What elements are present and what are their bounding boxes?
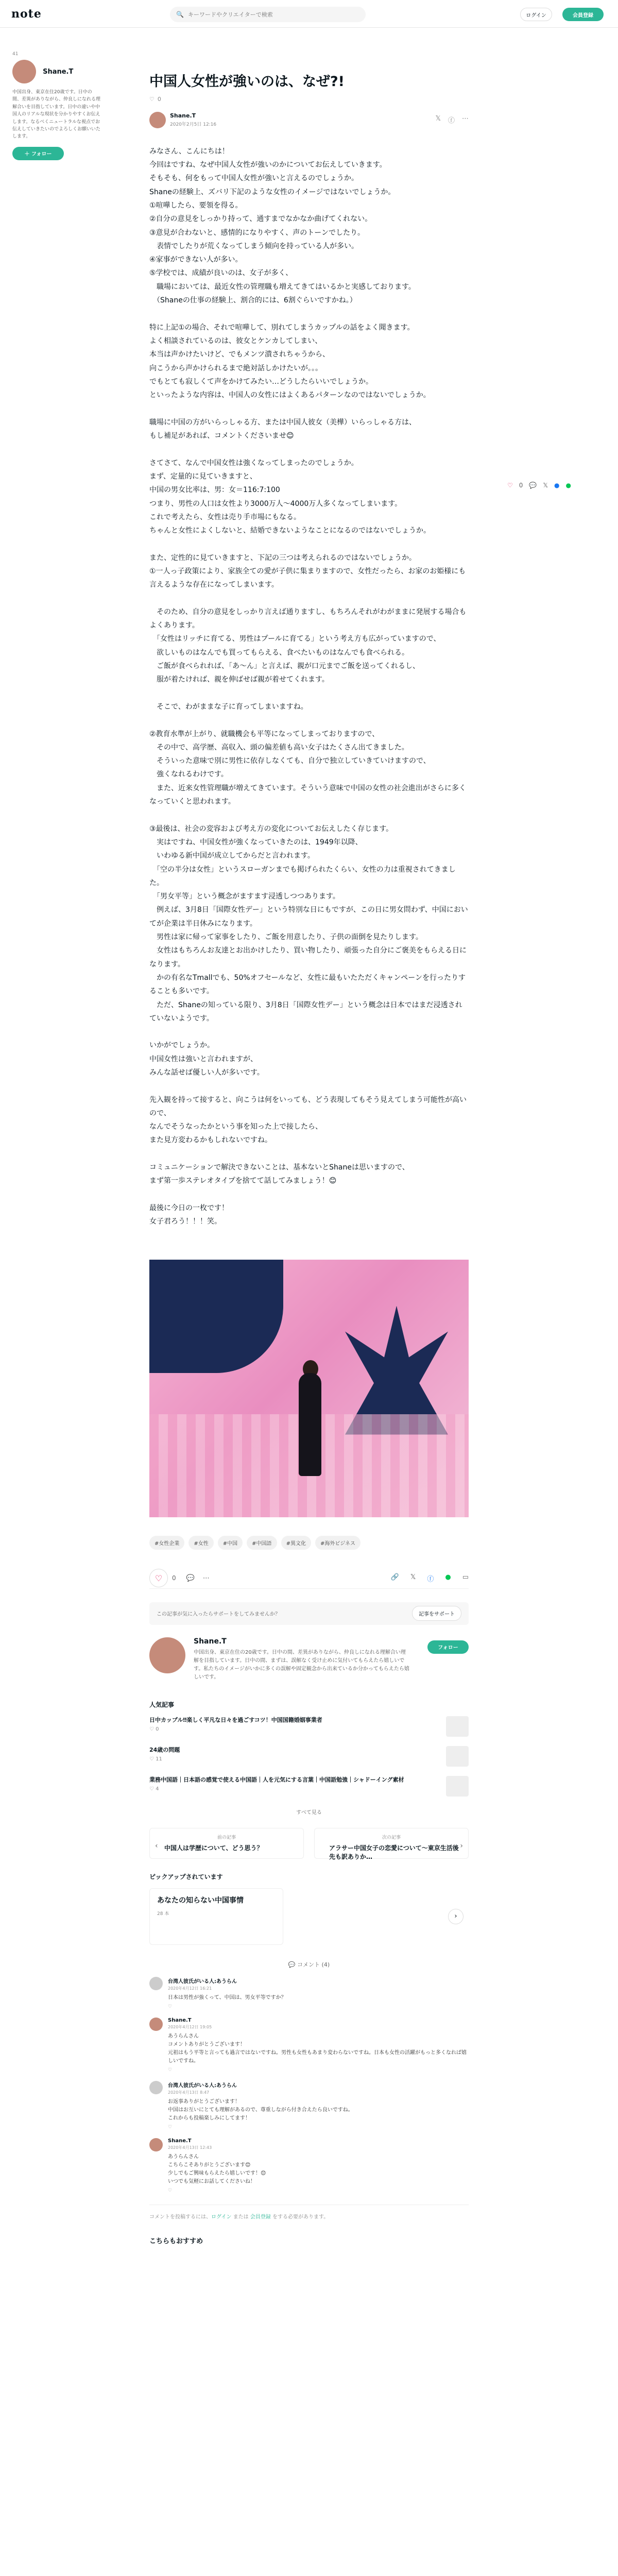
popular-item-likes xyxy=(149,1756,469,1762)
popular-item[interactable] xyxy=(149,1746,469,1769)
support-text: この記事が気に入ったらサポートをしてみませんか？ xyxy=(157,1612,280,1618)
sidebar-creator-name[interactable]: Shane.T xyxy=(43,67,74,76)
article-paragraph: でもとても寂しくて声をかけてみたい…どうしたらいいでしょうか。 xyxy=(149,377,373,386)
popular-item-thumbnail xyxy=(446,1716,469,1737)
note-logo[interactable]: note xyxy=(11,7,42,21)
article-paragraph: 「女性はリッチに育てる、男性はプールに育てる」という考え方も広がっていますので、 xyxy=(149,635,441,643)
article-paragraph: なんでそうなったかという事を知った上で接したら、 xyxy=(149,1123,322,1131)
heart-icon: ♡ xyxy=(168,2067,173,2073)
avatar[interactable] xyxy=(149,2081,163,2094)
article-paragraph xyxy=(149,592,469,605)
article-paragraph: 女子君ろう！！！笑。 xyxy=(149,1217,221,1226)
plus-icon: ＋ xyxy=(24,151,30,158)
article-paragraph: もし補足があれば、コメントくださいませ😊 xyxy=(149,432,294,440)
comment-body xyxy=(168,2138,266,2193)
article-paragraph: ③最後は、社会の変容および考え方の変化についてお伝えしたく存じます。 xyxy=(149,824,393,833)
chevron-right-icon: › xyxy=(454,1912,457,1921)
article-paragraph xyxy=(149,307,469,320)
sidebar-count: 41 xyxy=(12,52,19,57)
hashtag[interactable]: #中国 xyxy=(218,1536,243,1550)
article-paragraph: 職場に中国の方がいらっしゃる方、または中国人彼女（美樺）いらっしゃる方は、 xyxy=(149,418,416,427)
avatar[interactable] xyxy=(149,2018,163,2031)
x-share-icon[interactable]: 𝕏 xyxy=(543,482,548,489)
support-box xyxy=(149,1602,469,1625)
comment-icon: 💬 xyxy=(288,1961,296,1968)
author-name[interactable]: Shane.T xyxy=(170,112,196,120)
share-icons xyxy=(436,115,469,125)
article-paragraph: また、定性的に見ていきますと、下記の三つは考えられるのではないでしょうか。 xyxy=(149,553,416,562)
like-button[interactable] xyxy=(149,1569,168,1587)
article-paragraph: 「空の半分は女性」というスローガンまでも掲げられたくらい、女性の力は重視されてきました。 xyxy=(149,865,456,887)
article-paragraph: まず、定量的に見ていきますと、 xyxy=(149,472,257,481)
prev-article-link[interactable] xyxy=(149,1828,304,1859)
prev-label: 前の記事 xyxy=(217,1835,236,1840)
popular-item-likes xyxy=(149,1786,469,1792)
article-paragraph xyxy=(149,1025,469,1039)
more-icon[interactable]: ⋯ xyxy=(202,1574,210,1582)
article-paragraph: コミュニケーションで解決できないことは、基本ないとShaneは思いますので、 xyxy=(149,1163,409,1172)
comment-text: あうらんさん コメントありがとうございます！ 元祖はもう平等と言っても過言ではないですね。男性も女性もあまり変わらないですね。日本も女性の活躍がもっと多くなれば嬉しいですね。 xyxy=(168,2033,467,2064)
pickup-title: あなたの知らない中国事情 xyxy=(157,1896,244,1905)
article-paragraph: 実はですね、中国女性が強くなっていきたのは、1949年以降、 xyxy=(149,838,363,846)
comment-author[interactable]: Shane.T xyxy=(168,2017,192,2023)
comment-like[interactable] xyxy=(168,2125,353,2130)
article-paragraph: そもそも、何をもって中国人女性が強いと言えるのでしょうか。 xyxy=(149,174,358,183)
article-paragraph: 最後に今日の一枚です！ xyxy=(149,1204,229,1212)
next-article-link[interactable] xyxy=(314,1828,469,1859)
article-paragraph: いかがでしょうか。 xyxy=(149,1041,214,1050)
article-paragraph: 服が着たければ、親を伸ばせば親が着せてくれます。 xyxy=(149,675,329,684)
article-paragraph: また見方変わるかもしれないですね。 xyxy=(149,1136,272,1145)
article-paragraph xyxy=(149,1079,469,1093)
heart-icon: ♡ xyxy=(168,2004,173,2009)
heart-icon: ♡ xyxy=(168,2124,173,2130)
search-bar[interactable] xyxy=(170,7,366,22)
article-paragraph: そのため、自分の意見をしっかり言えば通りますし、もちろんそれがわがままに発展する場合もよくあります。 xyxy=(149,607,467,630)
login-link[interactable]: ログイン xyxy=(211,2214,232,2220)
article-paragraph: 今回はですね、なぜ中国人女性が強いのかについてお伝えしていきます。 xyxy=(149,161,387,170)
article-paragraph: 特に上記①の場合、それで喧嘩して、別れてしまうカップルの話をよく聞きます。 xyxy=(149,323,415,332)
comment-like[interactable] xyxy=(168,2067,469,2073)
article-paragraph: ⑤学校では、成績が良いのは、女子が多く、 xyxy=(149,269,293,278)
article-paragraph: 職場においては、最近女性の管理職も増えてきてはいるかと実感しております。 xyxy=(149,282,416,291)
article-paragraph: ②自分の意見をしっかり持って、通すまでなかなか曲げてくれない。 xyxy=(149,215,372,224)
bottom-like-count: 0 xyxy=(172,1574,176,1582)
article-paragraph: ①喧嘩したら、要領を得る。 xyxy=(149,201,243,210)
article-paragraph: 向こうから声かけられるまで絶対話しかけたいが。。。 xyxy=(149,364,322,372)
x-share-icon[interactable]: 𝕏 xyxy=(435,114,441,123)
popular-item-title: 日中カップル‼︎楽しく平凡な日々を過ごすコツ！中国国籍婚姻事業者 xyxy=(149,1716,322,1723)
comment-like[interactable] xyxy=(168,2188,266,2193)
article-paragraph xyxy=(149,1188,469,1201)
article-paragraph: かの有名なTmallでも、50%オフセールなど、女性に最もいたただくキャンペーンを行ったりすることも多いです。 xyxy=(149,973,466,996)
comment-body xyxy=(168,2018,469,2073)
pickup-heading: ピックアップされています xyxy=(149,1873,223,1880)
chevron-left-icon: ‹ xyxy=(155,1841,158,1850)
article-paragraph: ②教育水準が上がり、就職機会も平等になってしまっておりますので、 xyxy=(149,730,380,738)
avatar[interactable] xyxy=(12,60,36,83)
next-label: 次の記事 xyxy=(382,1835,401,1840)
article-main xyxy=(149,72,469,2245)
article-paragraph: みなさん、こんにちは！ xyxy=(149,147,229,156)
comment-author[interactable]: 台湾人彼氏がいる人:あうらん xyxy=(168,1978,237,1985)
facebook-icon[interactable]: ⓕ xyxy=(427,1575,434,1583)
article-paragraph xyxy=(149,1147,469,1161)
login-note-mid: または xyxy=(231,2214,250,2220)
avatar[interactable] xyxy=(149,1977,163,1990)
facebook-icon[interactable]: ⓕ xyxy=(448,116,455,125)
facebook-icon[interactable]: ● xyxy=(554,482,560,489)
article-paragraph: 中国女性は強いと言われますが、 xyxy=(149,1055,258,1063)
popular-like-count: 0 xyxy=(156,1726,159,1733)
hashtag[interactable]: #異文化 xyxy=(281,1536,311,1550)
link-icon[interactable]: 🔗 xyxy=(390,1573,399,1581)
comment-item xyxy=(149,2081,469,2130)
comment-item xyxy=(149,1977,469,2009)
publish-date: 2020年2月5日 12:16 xyxy=(170,122,217,128)
comment-author[interactable]: Shane.T xyxy=(168,2138,192,2144)
comment-body xyxy=(168,2081,353,2130)
comment-list xyxy=(149,1977,469,2193)
popular-like-count: 11 xyxy=(156,1756,162,1762)
sidebar-bio: 中国出身、東京在住20歳です。日中の間、差異がありながら、仲良しになれる理解合いを目指しています。日中の違いや中国人のリアルな現状を分かりやすくお伝えします。なるべくニュートラルな視点でお伝えしていきたいのでよろしくお願いいたします。 xyxy=(12,90,101,140)
article-paragraph: 中国の男女比率は、男：女＝116:7:100 xyxy=(149,486,280,495)
article-paragraph: 例えば、3月8日「国際女性デー」という特別な日にもですが、この日に男女問わず、中国においてが企業は半日休みになります。 xyxy=(149,906,468,928)
article-paragraph: 「男女平等」という概念がますます浸透しつつあります。 xyxy=(149,892,340,901)
article-actions xyxy=(149,1568,469,1589)
pickup-magazine-card[interactable] xyxy=(149,1888,283,1945)
bookmark-icon[interactable]: ▭ xyxy=(462,1573,469,1581)
article-paragraph: 女性はもちろんお友達とお出かけしたり、買い物したり、頑張った自分にご褒美をもらえる日になります。 xyxy=(149,946,467,969)
search-input[interactable] xyxy=(188,11,353,18)
article-paragraph: 強くなれるわけです。 xyxy=(149,770,228,779)
login-note-post: をする必要があります。 xyxy=(270,2214,329,2220)
login-note-text: コメントを投稿するには、 xyxy=(149,2214,211,2220)
article-paragraph: ちゃんと女性によくしないと、結婚できないようなことになるのではないでしょうか。 xyxy=(149,527,431,535)
popular-list xyxy=(149,1716,469,1799)
popular-item-likes xyxy=(149,1726,469,1732)
prev-next-nav xyxy=(149,1828,469,1859)
x-share-icon[interactable]: 𝕏 xyxy=(410,1573,416,1581)
floating-like-count: 0 xyxy=(519,482,523,489)
comment-date: 2020年4月13日 12:43 xyxy=(168,2145,212,2150)
recommend-heading: こちらもおすすめ xyxy=(149,2237,203,2245)
article-paragraph: ご飯が食べられれば、「あ〜ん」と言えば、親が口元までご飯を送ってくれるし、 xyxy=(149,662,420,671)
support-button[interactable]: 記事をサポート xyxy=(412,1606,461,1621)
article-paragraph: ④家事ができない人が多い。 xyxy=(149,256,243,264)
article-paragraph: 表情でしたりが荒くなってしまう傾向を持っている人が多い。 xyxy=(149,242,358,250)
heart-icon: ♡ xyxy=(149,1726,156,1733)
avatar[interactable] xyxy=(149,1637,185,1673)
popular-item-title: 24歳の問題 xyxy=(149,1746,180,1753)
photo-mural-shape xyxy=(149,1260,283,1373)
comment-like[interactable] xyxy=(168,2004,286,2009)
see-all-link[interactable]: すべて見る xyxy=(296,1809,322,1816)
comment-icon[interactable]: 💬 xyxy=(529,482,537,489)
comment-text: あうらんさん こちらこそありがとうございます😊 少しでもご興味もらえたら嬉しいです！😊 いつでも気軽にお話してくださいね！ xyxy=(168,2154,266,2184)
article-paragraph xyxy=(149,402,469,415)
heart-icon[interactable]: ♡ xyxy=(507,482,513,489)
popular-item-thumbnail xyxy=(446,1776,469,1797)
heart-icon[interactable]: ♡ xyxy=(149,95,154,103)
article-paragraph xyxy=(149,714,469,727)
profile-follow-button[interactable]: フォロー xyxy=(427,1640,469,1654)
article-paragraph xyxy=(149,808,469,822)
photo-person xyxy=(299,1373,321,1476)
comment-date: 2020年4月12日 16:21 xyxy=(168,1986,212,1991)
profile-info xyxy=(194,1637,410,1682)
article-paragraph: Shaneの経験上、ズバリ下記のような女性のイメージではないでしょうか。 xyxy=(149,188,396,196)
signup-link[interactable]: 会員登録 xyxy=(250,2214,271,2220)
article-paragraph xyxy=(149,537,469,551)
comment-text: お返事ありがとうございます！ 中国はお互いにとても理解があるので、尊重しながら付き合えたら良いですね。 これからも投稿楽しみにしてます！ xyxy=(168,2098,353,2121)
popular-heading: 人気記事 xyxy=(149,1701,175,1708)
pickup-meta: 28 本 xyxy=(157,1911,169,1917)
article-paragraph: そこで、わがままな子に育ってしまいますね。 xyxy=(149,702,308,711)
comment-date: 2020年4月12日 19:05 xyxy=(168,2024,212,2029)
article-paragraph: その中で、高学歴、高収入、頭の偏差値も高い女子はたくさん出てきました。 xyxy=(149,743,409,752)
prev-title: 中国人は学歴について、どう思う？ xyxy=(164,1844,263,1852)
popular-item[interactable] xyxy=(149,1776,469,1799)
avatar[interactable] xyxy=(149,112,166,128)
avatar[interactable] xyxy=(149,2138,163,2151)
comments-heading-label: コメント (4) xyxy=(297,1961,330,1968)
more-icon[interactable]: ⋯ xyxy=(462,114,469,123)
login-button[interactable]: ログイン xyxy=(520,8,552,21)
article-paragraph: そういった意味で別に男性に依存しなくても、自分で独立していきていけますので、 xyxy=(149,757,431,766)
article-body xyxy=(149,145,469,1229)
chevron-right-icon: › xyxy=(460,1841,463,1850)
sidebar-follow-button[interactable] xyxy=(12,147,64,160)
popular-like-count: 4 xyxy=(156,1786,159,1792)
heart-icon: ♡ xyxy=(154,1573,163,1583)
heart-icon: ♡ xyxy=(149,1756,156,1762)
hashtag-list xyxy=(149,1536,469,1550)
article-photo xyxy=(149,1260,469,1517)
article-paragraph: といったような内容は、中国人の女性にはよくあるパターンなのではないでしょうか。 xyxy=(149,391,431,400)
author-profile-card xyxy=(149,1637,469,1682)
like-count: 0 xyxy=(157,95,161,103)
pickup-row xyxy=(149,1888,469,1945)
comment-author[interactable]: 台湾人彼氏がいる人:あうらん xyxy=(168,2082,237,2089)
bottom-share-icons xyxy=(391,1573,469,1583)
article-paragraph: まず第一歩ステレオタイプを捨てて話してみましょう！😊 xyxy=(149,1177,337,1185)
article-paragraph: みんな話せば優しい人が多いです。 xyxy=(149,1068,264,1077)
comment-text: 日本は男性が強くって、中国は、男女平等ですか？ xyxy=(168,1994,286,2001)
popular-item-title: 業務中国語｜日本語の感覚で使える中国語｜人を元気にする言葉｜中国語勉強｜シャドーイング素材 xyxy=(149,1776,404,1783)
heart-icon: ♡ xyxy=(168,2188,173,2193)
author-row xyxy=(149,110,469,130)
comments-heading xyxy=(149,1960,469,1969)
article-paragraph: （Shaneの仕事の経験上、割合的には、6割ぐらいですかね。） xyxy=(149,296,357,305)
article-paragraph: これで考えたら、女性は売り手市場にもなる。 xyxy=(149,513,301,521)
page-title: 中国人女性が強いのは、なぜ?! xyxy=(149,74,345,90)
article-paragraph: よく相談されているのは、彼女とケンカしてしまい、 xyxy=(149,336,322,345)
signup-button[interactable]: 会員登録 xyxy=(562,8,604,21)
article-paragraph: 本当は声かけたいけど、でもメンツ潰されちゃうから、 xyxy=(149,350,330,359)
article-paragraph: ③意見が合わないと、感情的になりやすく、声のトーンでしたり。 xyxy=(149,228,365,237)
line-icon[interactable]: ● xyxy=(565,482,571,489)
profile-bio: 中国出身、東京在住の20歳です。日中の間、差異がありながら、仲良しになれる理解合い理解を目指しています。日中の間、まずは、誤解なく受け止めに気付いてもらえたら嬉しいです。私たちのイメージがいかに多くの誤解や固定観念から出来ているか分かってもらえたら嬉しいです。 xyxy=(194,1649,409,1680)
carousel-next-button[interactable] xyxy=(448,1909,464,1924)
popular-item-thumbnail xyxy=(446,1746,469,1767)
hashtag[interactable]: #海外ビジネス xyxy=(315,1536,360,1550)
article-paragraph: また、近来女性管理職が増えてきています。そういう意味で中国の女性の社会進出がさらに多くなっていくと思われます。 xyxy=(149,784,466,806)
hashtag[interactable]: #中国語 xyxy=(247,1536,277,1550)
login-note xyxy=(149,2205,469,2220)
article-paragraph: 先入観を持って接すると、向こうは何をいっても、どう表現してもそう見えてしまう可能性が高いので、 xyxy=(149,1095,467,1117)
article-paragraph: 男性は家に帰って家事をしたり、ご飯を用意したり、子供の面倒を見たりします。 xyxy=(149,933,423,942)
hashtag[interactable]: #女性 xyxy=(188,1536,213,1550)
article-paragraph: つまり、男性の人口は女性より3000万人〜4000万人多くなってしまいます。 xyxy=(149,499,402,508)
popular-item[interactable] xyxy=(149,1716,469,1739)
article-paragraph: ①一人っ子政策により、家族全ての愛が子供に集まりますので、女性だったら、お家のお姫様にも言えるような存在になってしまいます。 xyxy=(149,567,466,589)
comment-icon[interactable]: 💬 xyxy=(186,1574,195,1582)
like-row xyxy=(149,96,469,103)
floating-actions xyxy=(507,482,571,489)
site-header xyxy=(0,0,618,28)
article-paragraph: いわゆる新中国が成立してからだと言われます。 xyxy=(149,852,315,860)
comment-date: 2020年4月13日 8:47 xyxy=(168,2090,210,2095)
article-paragraph: 欲しいものはなんでも買ってもらえる、食べたいものはなんでも食べられる。 xyxy=(149,648,409,657)
comment-item xyxy=(149,2018,469,2073)
profile-name[interactable]: Shane.T xyxy=(194,1637,227,1646)
article-paragraph: さてさて、なんで中国女性は強くなってしまったのでしょうか。 xyxy=(149,459,358,467)
follow-label: フォロー xyxy=(31,151,52,158)
hashtag[interactable]: #女性企業 xyxy=(149,1536,184,1550)
comment-body xyxy=(168,1977,286,2009)
next-title: アラサー中国女子の恋愛について〜東京生活後先も訳ありか… xyxy=(329,1844,459,1860)
search-icon: 🔍 xyxy=(176,11,184,18)
article-paragraph: ただ、Shaneの知っている限り、3月8日「国際女性デー」という概念は日本ではまだ浸透されていないようです。 xyxy=(149,1001,462,1023)
line-icon[interactable]: ● xyxy=(445,1573,451,1581)
comment-item xyxy=(149,2138,469,2193)
heart-icon: ♡ xyxy=(149,1786,156,1792)
article-paragraph xyxy=(149,443,469,456)
creator-sidebar xyxy=(12,52,101,160)
author-meta xyxy=(170,112,216,127)
article-paragraph xyxy=(149,687,469,700)
